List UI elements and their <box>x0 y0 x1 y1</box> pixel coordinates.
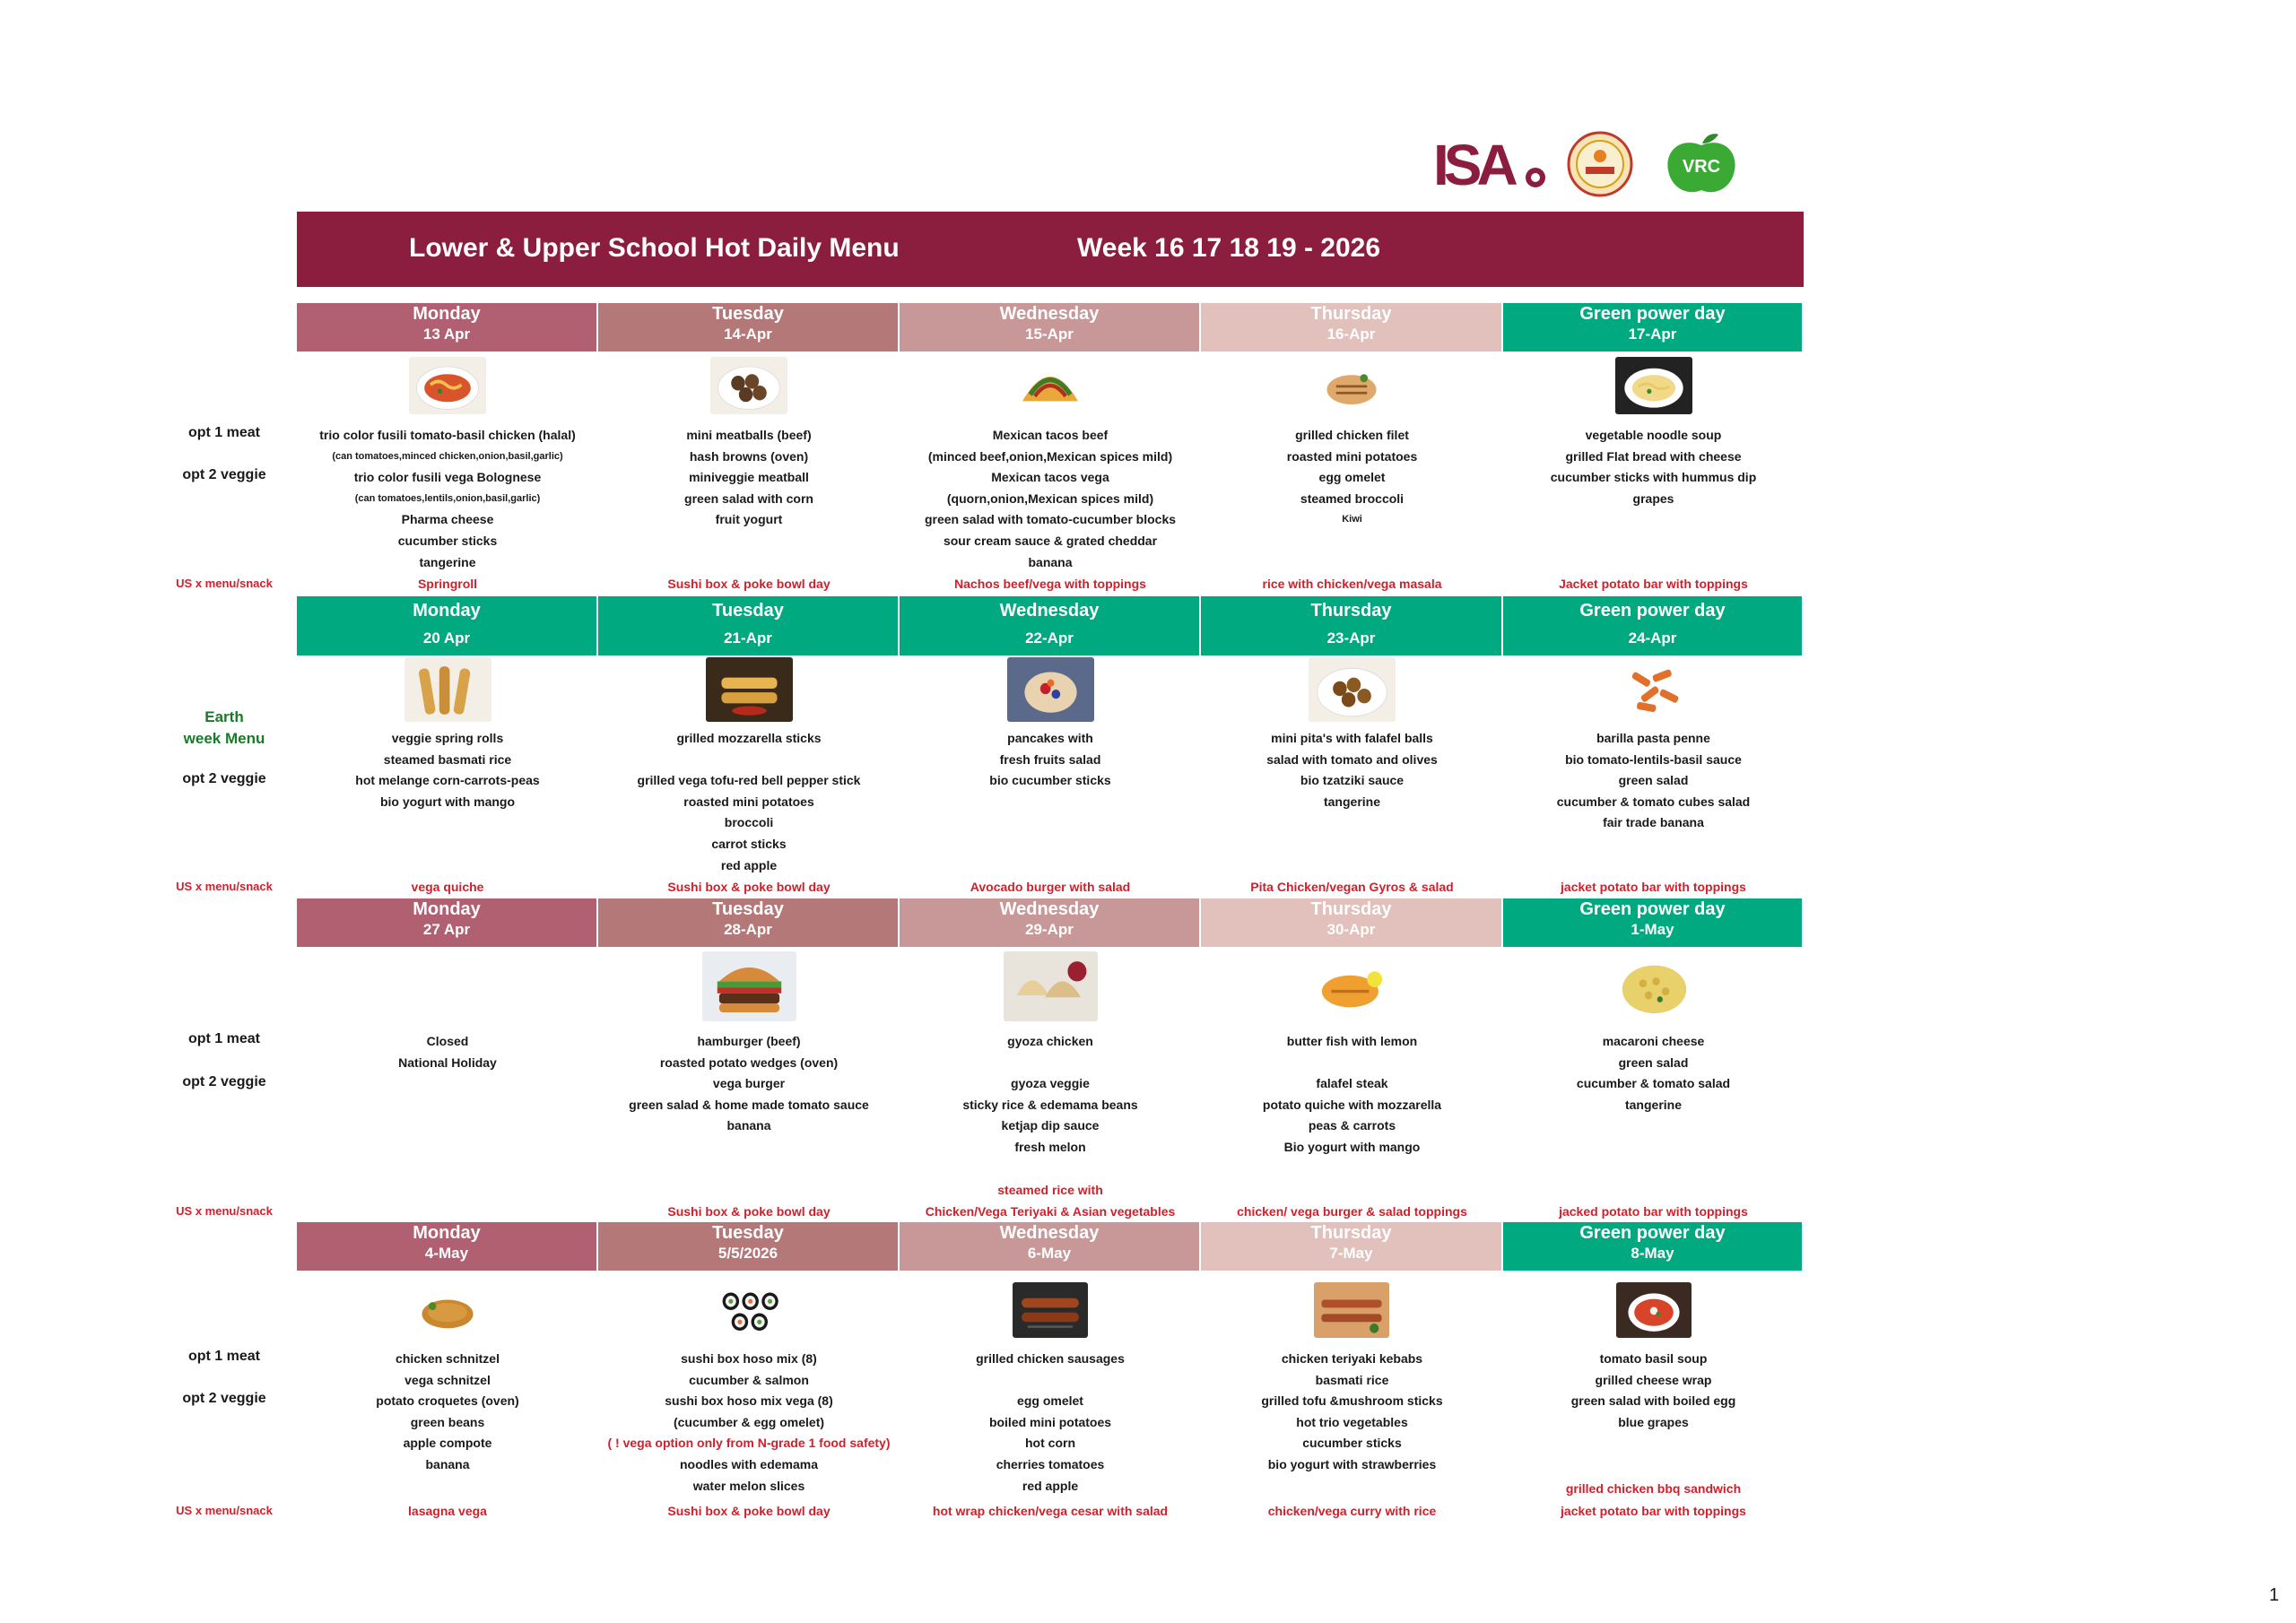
day-name: Green power day <box>1579 304 1726 324</box>
menu-item: sour cream sauce & grated cheddar <box>943 533 1158 548</box>
menu-items <box>1201 1031 1503 1159</box>
snack-item: Sushi box & poke bowl day <box>667 1204 831 1219</box>
menu-items <box>900 1349 1201 1497</box>
menu-item: (can tomatoes,lentils,onion,basil,garlic) <box>354 492 541 504</box>
menu-item: tangerine <box>1323 794 1380 809</box>
menu-item: (can tomatoes,minced chicken,onion,basil,garlic) <box>332 450 563 462</box>
menu-item: roasted mini potatoes <box>1286 448 1418 464</box>
menu-item: vegetable noodle soup <box>1585 428 1722 442</box>
gyoza-icon <box>1004 951 1098 1021</box>
menu-item: National Holiday <box>398 1055 497 1070</box>
snack-item: Springroll <box>417 577 478 591</box>
snack-item: Avocado burger with salad <box>970 880 1131 894</box>
day-header <box>598 303 900 352</box>
menu-item: grilled cheese wrap <box>1595 1372 1712 1387</box>
day-date: 21-Apr <box>724 629 772 647</box>
menu-item: cherries tomatoes <box>996 1456 1105 1471</box>
row-label-earth1: Earth <box>204 708 244 725</box>
day-header <box>1503 1222 1804 1271</box>
day-name: Tuesday <box>712 304 784 324</box>
menu-item: tomato basil soup <box>1599 1351 1708 1366</box>
menu-item: cucumber & tomato cubes salad <box>1556 794 1751 809</box>
day-header <box>297 303 598 352</box>
menu-item: red apple <box>1022 1478 1079 1493</box>
day-name: Tuesday <box>712 899 784 919</box>
day-header <box>598 596 900 655</box>
day-date: 1-May <box>1631 921 1674 938</box>
day-date: 13 Apr <box>422 325 471 343</box>
menu-item: sushi box hoso mix vega (8) <box>665 1393 833 1409</box>
snack-item: lasagna vega <box>408 1504 487 1518</box>
menu-item: sushi box hoso mix (8) <box>681 1351 817 1366</box>
row-label-snack: US x menu/snack <box>176 577 273 590</box>
menu-items <box>297 1031 598 1073</box>
menu-items <box>1201 728 1503 812</box>
menu-items <box>1503 425 1804 509</box>
menu-item: grilled chicken sausages <box>976 1351 1125 1366</box>
day-name: Wednesday <box>999 1223 1100 1243</box>
menu-items <box>1503 728 1804 834</box>
day-header <box>297 596 598 655</box>
day-name: Wednesday <box>999 899 1100 919</box>
day-header <box>900 303 1201 352</box>
menu-item: bio yogurt with mango <box>379 794 516 809</box>
day-date: 28-Apr <box>724 921 772 938</box>
day-name: Green power day <box>1579 601 1726 621</box>
day-name: Wednesday <box>999 304 1100 324</box>
menu-items <box>1503 1031 1804 1115</box>
vrc-logo-text: VRC <box>1682 157 1721 177</box>
day-header <box>900 1222 1201 1271</box>
menu-item: cucumber sticks with hummus dip <box>1550 470 1757 485</box>
chicken-filet-icon <box>1313 357 1390 414</box>
menu-item: fruit yogurt <box>715 512 783 527</box>
day-header <box>900 596 1201 655</box>
menu-items <box>598 728 900 876</box>
snack-item: chicken/vega curry with rice <box>1267 1504 1437 1518</box>
menu-item: hash browns (oven) <box>689 448 809 464</box>
day-name: Monday <box>413 304 481 324</box>
row-label-opt2: opt 2 veggie <box>182 1074 266 1089</box>
menu-item: fresh melon <box>1014 1139 1086 1154</box>
snack-item: jacket potato bar with toppings <box>1561 1504 1746 1518</box>
menu-item: tangerine <box>419 554 476 569</box>
menu-item: red apple <box>720 857 778 872</box>
day-date: 29-Apr <box>1025 921 1074 938</box>
snack-item: chicken/ vega burger & salad toppings <box>1237 1204 1467 1219</box>
day-header <box>1201 898 1503 947</box>
day-date: 16-Apr <box>1326 325 1376 343</box>
day-name: Monday <box>413 899 481 919</box>
menu-item: Bio yogurt with mango <box>1283 1139 1421 1154</box>
menu-item: grilled mozzarella sticks <box>676 731 822 745</box>
menu-item: egg omelet <box>1017 1393 1083 1409</box>
isa-logo-text: ISA <box>1433 133 1513 192</box>
menu-item: green salad with boiled egg <box>1570 1393 1736 1409</box>
menu-item: hot melange corn-carrots-peas <box>355 773 540 788</box>
menu-items <box>1201 425 1503 531</box>
day-date: 5/5/2026 <box>718 1245 778 1262</box>
menu-item: bio tzatziki sauce <box>1300 773 1405 788</box>
menu-item: cucumber & tomato salad <box>1576 1076 1731 1091</box>
menu-item: egg omelet <box>1318 470 1386 485</box>
day-name: Monday <box>413 601 481 621</box>
menu-item: carrot sticks <box>711 836 787 851</box>
schnitzel-icon <box>410 1282 485 1338</box>
tomato-soup-icon <box>1616 1282 1692 1338</box>
day-header <box>598 1222 900 1271</box>
snack-item-extra: steamed rice with <box>997 1183 1103 1197</box>
menu-item: chicken teriyaki kebabs <box>1281 1351 1423 1366</box>
menu-item: sticky rice & edemama beans <box>962 1097 1138 1112</box>
menu-item: grilled vega tofu-red bell pepper stick <box>637 773 861 788</box>
day-date: 6-May <box>1027 1245 1072 1262</box>
menu-items <box>598 1031 900 1137</box>
menu-item: Kiwi <box>1342 514 1362 525</box>
day-header <box>598 898 900 947</box>
row-label-opt1: opt 1 meat <box>187 425 260 440</box>
menu-item: bio tomato-lentils-basil sauce <box>1565 751 1742 767</box>
snack-item: Sushi box & poke bowl day <box>667 1504 831 1518</box>
day-name: Thursday <box>1310 1223 1392 1243</box>
day-header <box>1503 898 1804 947</box>
menu-item: hamburger (beef) <box>697 1034 801 1048</box>
spring-rolls-icon <box>404 657 491 722</box>
day-date: 14-Apr <box>724 325 772 343</box>
menu-item: Closed <box>426 1034 469 1048</box>
day-name: Thursday <box>1310 899 1392 919</box>
penne-icon <box>1611 657 1698 722</box>
meatballs-icon <box>710 357 787 414</box>
menu-item: Mexican tacos vega <box>991 470 1109 485</box>
day-name: Tuesday <box>712 1223 784 1243</box>
menu-item: banana <box>1028 554 1073 569</box>
menu-items <box>900 728 1201 792</box>
menu-item: grilled tofu &mushroom sticks <box>1261 1393 1443 1409</box>
menu-items <box>900 1031 1201 1159</box>
vrc-apple-logo <box>1661 131 1742 197</box>
menu-item: (quorn,onion,Mexican spices mild) <box>946 490 1154 506</box>
menu-item: grilled Flat bread with cheese <box>1565 448 1742 464</box>
menu-item: mini pita's with falafel balls <box>1271 731 1433 745</box>
menu-item: blue grapes <box>1618 1414 1689 1429</box>
page-number: 1 <box>2269 1585 2280 1605</box>
menu-items <box>598 1349 900 1497</box>
day-date: 8-May <box>1631 1245 1674 1262</box>
menu-item: barilla pasta penne <box>1596 731 1710 745</box>
day-date: 23-Apr <box>1326 629 1376 647</box>
menu-item: banana <box>726 1118 771 1133</box>
menu-item <box>1201 1053 1503 1074</box>
isa-logo <box>1433 133 1548 192</box>
day-date: 20 Apr <box>422 629 471 647</box>
menu-item: fair trade banana <box>1603 815 1704 830</box>
menu-item: potato croquetes (oven) <box>376 1393 519 1409</box>
day-name: Thursday <box>1310 304 1392 324</box>
menu-item: green salad with corn <box>684 490 813 506</box>
menu-item: apple compote <box>403 1436 492 1451</box>
row-label-snack: US x menu/snack <box>176 1504 273 1517</box>
day-name: Tuesday <box>712 601 784 621</box>
day-name: Monday <box>413 1223 481 1243</box>
row-label-opt2: opt 2 veggie <box>182 771 266 786</box>
menu-item: noodles with edemama <box>679 1456 819 1471</box>
menu-item: steamed broccoli <box>1300 490 1405 506</box>
menu-item: cucumber sticks <box>397 533 498 548</box>
day-date: 17-Apr <box>1628 325 1677 343</box>
menu-item: potato quiche with mozzarella <box>1262 1097 1442 1112</box>
menu-item: falafel steak <box>1316 1076 1388 1091</box>
menu-item: (minced beef,onion,Mexican spices mild) <box>927 448 1173 464</box>
menu-week: Week 16 17 18 19 - 2026 <box>1077 233 1381 263</box>
day-name: Wednesday <box>999 601 1100 621</box>
day-date: 4-May <box>424 1245 469 1262</box>
day-date: 30-Apr <box>1326 921 1376 938</box>
day-date: 22-Apr <box>1025 629 1074 647</box>
menu-item: green salad with tomato-cucumber blocks <box>924 512 1177 527</box>
menu-item: pancakes with <box>1007 731 1093 745</box>
menu-item <box>900 1370 1201 1392</box>
menu-item: grapes <box>1632 490 1674 506</box>
menu-items <box>900 425 1201 573</box>
menu-item: vega schnitzel <box>404 1372 491 1387</box>
menu-item: hot corn <box>1025 1436 1075 1451</box>
menu-item: chicken schnitzel <box>396 1351 500 1366</box>
sushi-icon <box>711 1282 787 1338</box>
menu-item: green salad <box>1618 1055 1689 1070</box>
menu-banner <box>297 212 1804 287</box>
menu-item: cucumber sticks <box>1302 1436 1402 1451</box>
day-date: 24-Apr <box>1628 629 1677 647</box>
hamburger-icon <box>702 951 796 1021</box>
menu-item: boiled mini potatoes <box>988 1414 1112 1429</box>
day-name: Green power day <box>1579 899 1726 919</box>
menu-item: trio color fusili tomato-basil chicken (halal) <box>319 428 576 442</box>
menu-item: veggie spring rolls <box>391 731 504 745</box>
menu-items <box>598 425 900 531</box>
row-label-snack: US x menu/snack <box>176 1204 273 1218</box>
menu-items <box>1503 1349 1804 1433</box>
snack-item: rice with chicken/vega masala <box>1262 577 1442 591</box>
menu-item: hot trio vegetables <box>1296 1414 1408 1429</box>
noodle-soup-icon <box>1615 357 1692 414</box>
day-name: Thursday <box>1310 601 1392 621</box>
snack-item: Sushi box & poke bowl day <box>667 577 831 591</box>
menu-item: green beans <box>410 1414 485 1429</box>
sausages-icon <box>1013 1282 1088 1338</box>
menu-item: vega burger <box>712 1076 786 1091</box>
menu-items <box>297 728 598 812</box>
snack-item: Nachos beef/vega with toppings <box>954 577 1146 591</box>
menu-item: broccoli <box>724 815 774 830</box>
menu-item: steamed basmati rice <box>383 751 512 767</box>
menu-item: basmati rice <box>1315 1372 1389 1387</box>
menu-item: banana <box>425 1456 470 1471</box>
menu-item: Pharma cheese <box>401 512 494 527</box>
snack-item-extra: grilled chicken bbq sandwich <box>1565 1481 1742 1496</box>
day-header <box>900 898 1201 947</box>
snack-item: Sushi box & poke bowl day <box>667 880 831 894</box>
day-header <box>1201 303 1503 352</box>
day-header <box>1201 596 1503 655</box>
day-name: Green power day <box>1579 1223 1726 1243</box>
day-date: 15-Apr <box>1025 325 1074 343</box>
day-date: 7-May <box>1329 1245 1373 1262</box>
menu-item: mini meatballs (beef) <box>686 428 812 442</box>
menu-item: peas & carrots <box>1308 1118 1396 1133</box>
kebab-icon <box>1314 1282 1389 1338</box>
menu-item: gyoza veggie <box>1011 1076 1090 1091</box>
snack-item: Chicken/Vega Teriyaki & Asian vegetables <box>925 1204 1176 1219</box>
row-label-opt2: opt 2 veggie <box>182 467 266 482</box>
menu-item: salad with tomato and olives <box>1266 751 1438 767</box>
snack-item: jacket potato bar with toppings <box>1561 880 1746 894</box>
taco-icon <box>1012 357 1089 414</box>
menu-item <box>900 1053 1201 1074</box>
menu-item: grilled chicken filet <box>1295 428 1409 442</box>
day-header <box>1201 1222 1503 1271</box>
day-header <box>297 1222 598 1271</box>
snack-item: Pita Chicken/vegan Gyros & salad <box>1250 880 1454 894</box>
menu-item: gyoza chicken <box>1007 1034 1093 1048</box>
menu-item: ketjap dip sauce <box>1001 1118 1100 1133</box>
menu-item: water melon slices <box>692 1478 805 1493</box>
falafel-icon <box>1309 657 1396 722</box>
day-header <box>1503 303 1804 352</box>
pasta-icon <box>409 357 486 414</box>
mozzarella-sticks-icon <box>706 657 793 722</box>
menu-item: fresh fruits salad <box>999 751 1101 767</box>
menu-item: ( ! vega option only from N-grade 1 food safety) <box>607 1436 891 1451</box>
menu-item: miniveggie meatball <box>689 470 809 485</box>
day-header <box>297 898 598 947</box>
menu-item: green salad <box>1618 773 1689 788</box>
menu-item <box>598 750 900 771</box>
menu-items <box>297 1349 598 1476</box>
pancakes-icon <box>1007 657 1094 722</box>
menu-title: Lower & Upper School Hot Daily Menu <box>409 233 900 263</box>
snack-item: vega quiche <box>411 880 484 894</box>
row-label-opt2: opt 2 veggie <box>182 1391 266 1406</box>
snack-item: hot wrap chicken/vega cesar with salad <box>932 1504 1169 1518</box>
butter-fish-icon <box>1305 951 1399 1021</box>
menu-item: bio cucumber sticks <box>989 773 1111 788</box>
menu-item: (cucumber & egg omelet) <box>673 1414 825 1429</box>
row-label-snack: US x menu/snack <box>176 880 273 893</box>
snack-item: Jacket potato bar with toppings <box>1559 577 1748 591</box>
menu-items <box>297 425 598 573</box>
row-label-opt1: opt 1 meat <box>187 1031 260 1046</box>
menu-item: macaroni cheese <box>1602 1034 1705 1048</box>
row-label-opt1: opt 1 meat <box>187 1349 260 1364</box>
menu-item: bio yogurt with strawberries <box>1267 1456 1437 1471</box>
macaroni-icon <box>1607 951 1701 1021</box>
menu-item: tangerine <box>1624 1097 1682 1112</box>
menu-item: butter fish with lemon <box>1286 1034 1418 1048</box>
menu-item: trio color fusili vega Bolognese <box>353 470 542 485</box>
day-header <box>1503 596 1804 655</box>
day-date: 27 Apr <box>422 921 471 938</box>
menu-items <box>1201 1349 1503 1476</box>
snack-item: jacked potato bar with toppings <box>1559 1204 1748 1219</box>
menu-item: roasted potato wedges (oven) <box>659 1055 839 1070</box>
row-label-earth2: week Menu <box>183 730 265 747</box>
menu-item: green salad & home made tomato sauce <box>629 1097 869 1112</box>
menu-item: roasted mini potatoes <box>683 794 814 809</box>
healthy-school-badge-icon <box>1564 131 1636 197</box>
menu-item: Mexican tacos beef <box>992 428 1109 442</box>
menu-item: cucumber & salmon <box>689 1372 809 1387</box>
